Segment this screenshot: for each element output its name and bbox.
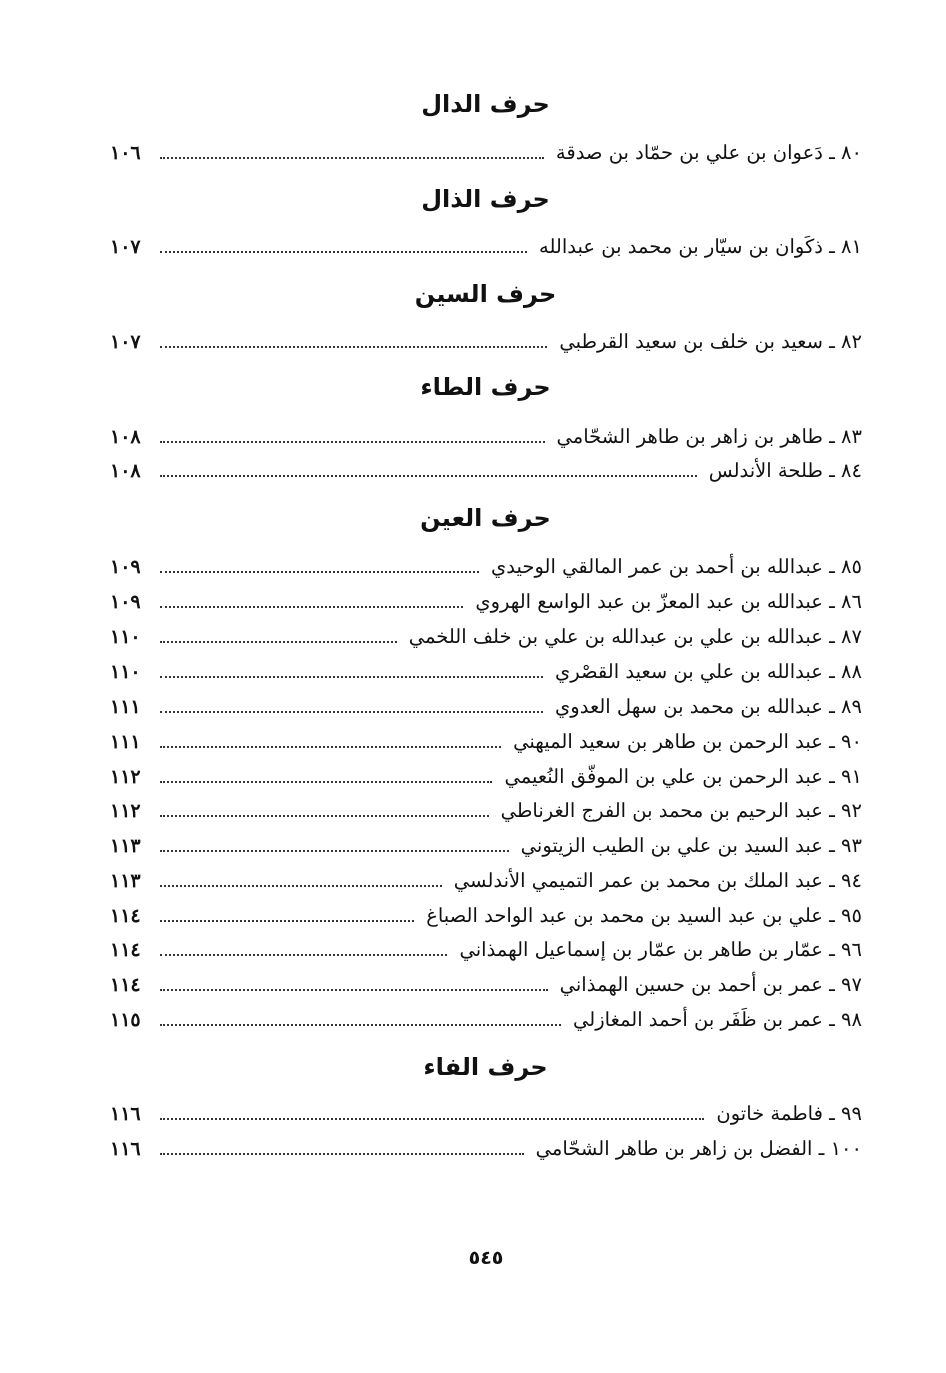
dot-leader	[160, 920, 414, 922]
entry-page-number: ١١٢	[110, 766, 141, 788]
dot-leader	[160, 885, 442, 887]
index-entry-96	[110, 933, 862, 963]
entry-title: ٨٠ ـ دَعوان بن علي بن حمّاد بن صدقة	[555, 141, 862, 164]
entry-page-number: ١٠٩	[110, 591, 141, 613]
index-entry-80	[110, 136, 862, 166]
dot-leader	[160, 1153, 524, 1155]
entry-title: ٨٦ ـ عبدالله بن عبد المعزّ بن عبد الواسع الهروي	[475, 590, 862, 613]
index-entry-83	[110, 420, 862, 450]
entry-title: ٩٩ ـ فاطمة خاتون	[716, 1102, 862, 1125]
entry-page-number: ١١١	[110, 696, 141, 718]
entry-page-number: ١١٦	[110, 1138, 141, 1160]
entry-page-number: ١٠٧	[110, 331, 141, 353]
entry-page-number: ١٠٧	[110, 236, 141, 258]
entry-page-number: ١١٤	[110, 974, 141, 996]
index-entry-93	[110, 829, 862, 859]
entry-title: ٩٧ ـ عمر بن أحمد بن حسين الهمذاني	[559, 973, 862, 996]
index-entry-97	[110, 968, 862, 998]
dot-leader	[160, 346, 547, 348]
section-heading-fa: حرف الفاء	[423, 1053, 548, 1081]
index-entry-87	[110, 620, 862, 650]
dot-leader	[160, 676, 543, 678]
entry-page-number: ١١٠	[110, 626, 141, 648]
index-entry-86	[110, 585, 862, 615]
entry-title: ٩٤ ـ عبد الملك بن محمد بن عمر التميمي الأندلسي	[453, 869, 862, 892]
dot-leader	[160, 711, 543, 713]
entry-page-number: ١١٦	[110, 1103, 141, 1125]
dot-leader	[160, 1024, 561, 1026]
dot-leader	[160, 441, 545, 443]
entry-page-number: ١٠٦	[110, 142, 141, 164]
entry-page-number: ١٠٩	[110, 556, 141, 578]
dot-leader	[160, 157, 544, 159]
entry-page-number: ١١٥	[110, 1009, 141, 1031]
section-heading-ayn: حرف العين	[420, 504, 551, 532]
entry-title: ٩٣ ـ عبد السيد بن علي بن الطيب الزيتوني	[520, 834, 862, 857]
entry-page-number: ١١٤	[110, 939, 141, 961]
entry-title: ٨٤ ـ طلحة الأندلس	[708, 459, 862, 482]
dot-leader	[160, 989, 548, 991]
entry-title: ٩٥ ـ علي بن عبد السيد بن محمد بن عبد الواحد الصباغ	[426, 904, 862, 927]
dot-leader	[160, 1118, 704, 1120]
entry-title: ٩١ ـ عبد الرحمن بن علي بن الموفّق النُعيمي	[504, 765, 862, 788]
index-entry-98	[110, 1003, 862, 1033]
section-heading-dhal: حرف الذال	[421, 185, 550, 213]
entry-title: ٨٧ ـ عبدالله بن علي بن عبدالله بن علي بن خلف اللخمي	[408, 625, 862, 648]
dot-leader	[160, 746, 501, 748]
entry-title: ٩٨ ـ عمر بن ظَفَر بن أحمد المغازلي	[573, 1008, 862, 1031]
dot-leader	[160, 815, 489, 817]
index-entry-84	[110, 454, 862, 484]
entry-title: ٨٣ ـ طاهر بن زاهر بن طاهر الشحّامي	[556, 425, 862, 448]
dot-leader	[160, 954, 447, 956]
entry-title: ٨٥ ـ عبدالله بن أحمد بن عمر المالقي الوحيدي	[491, 555, 862, 578]
entry-title: ٨٢ ـ سعيد بن خلف بن سعيد القرطبي	[559, 330, 862, 353]
entry-page-number: ١١٢	[110, 800, 141, 822]
index-entry-95	[110, 899, 862, 929]
section-heading-sin: حرف السين	[414, 280, 557, 308]
entry-title: ٩٢ ـ عبد الرحيم بن محمد بن الفرج الغرناطي	[500, 799, 862, 822]
entry-page-number: ١١٣	[110, 870, 141, 892]
dot-leader	[160, 571, 479, 573]
entry-title: ١٠٠ ـ الفضل بن زاهر بن طاهر الشحّامي	[535, 1137, 862, 1160]
index-entry-90	[110, 725, 862, 755]
index-entry-99	[110, 1097, 862, 1127]
dot-leader	[160, 641, 397, 643]
entry-page-number: ١١٤	[110, 905, 141, 927]
entry-title: ٨٨ ـ عبدالله بن علي بن سعيد القصْري	[555, 660, 862, 683]
entry-page-number: ١١١	[110, 731, 141, 753]
entry-title: ٨٩ ـ عبدالله بن محمد بن سهل العدوي	[555, 695, 862, 718]
page-number: ٥٤٥	[468, 1247, 504, 1269]
entry-title: ٨١ ـ ذكَوان بن سيّار بن محمد بن عبدالله	[539, 235, 862, 258]
dot-leader	[160, 781, 492, 783]
index-entry-94	[110, 864, 862, 894]
index-entry-82	[110, 325, 862, 355]
entry-title: ٩٦ ـ عمّار بن طاهر بن عمّار بن إسماعيل الهمذاني	[459, 938, 862, 961]
entry-page-number: ١١٠	[110, 661, 141, 683]
entry-page-number: ١٠٨	[110, 426, 141, 448]
entry-page-number: ١١٣	[110, 835, 141, 857]
index-entry-85	[110, 550, 862, 580]
entry-page-number: ١٠٨	[110, 460, 141, 482]
index-entry-81	[110, 230, 862, 260]
index-entry-100	[110, 1132, 862, 1162]
entry-title: ٩٠ ـ عبد الرحمن بن طاهر بن سعيد الميهني	[513, 730, 862, 753]
index-entry-89	[110, 690, 862, 720]
index-entry-88	[110, 655, 862, 685]
section-heading-dal: حرف الدال	[421, 90, 550, 118]
dot-leader	[160, 251, 527, 253]
index-entry-92	[110, 794, 862, 824]
dot-leader	[160, 850, 509, 852]
dot-leader	[160, 475, 697, 477]
dot-leader	[160, 606, 463, 608]
index-entry-91	[110, 760, 862, 790]
section-heading-ta: حرف الطاء	[420, 373, 551, 401]
